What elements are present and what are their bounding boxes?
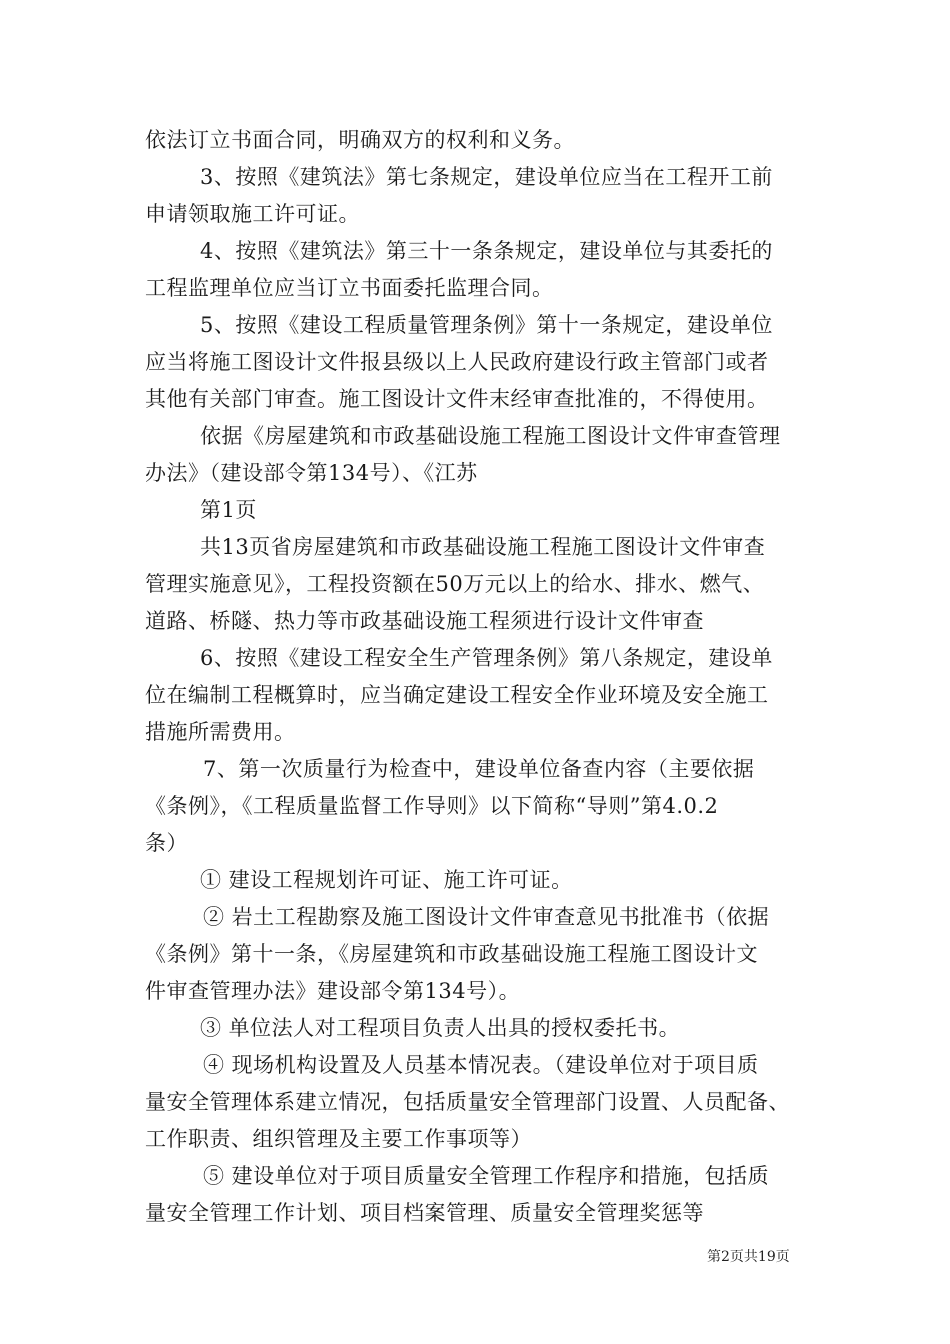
text-line: 7、第一次质量行为检查中，建设单位备查内容（主要依据 [203,757,755,781]
text-line: 措施所需费用。 [145,720,296,744]
text-line: 道路、桥隧、热力等市政基础设施工程须进行设计文件审查 [145,609,704,633]
text-line: 依法订立书面合同，明确双方的权利和义务。 [145,128,575,152]
text-line: 量安全管理体系建立情况，包括质量安全管理部门设置、人员配备、 [145,1090,790,1114]
text-line: 条） [145,831,188,855]
text-line: 工程监理单位应当订立书面委托监理合同。 [145,276,554,300]
text-line: 5、按照《建设工程质量管理条例》第十一条规定，建设单位 [200,313,773,337]
page-footer: 第2页共19页 [707,1249,790,1265]
text-line: 件审查管理办法》建设部令第134号）。 [145,979,521,1003]
text-line: 应当将施工图设计文件报县级以上人民政府建设行政主管部门或者 [145,350,769,374]
list-item: ⑤ 建设单位对于项目质量安全管理工作程序和措施，包括质 [203,1164,770,1188]
list-item: ② 岩土工程勘察及施工图设计文件审查意见书批准书（依据 [203,905,770,929]
list-item: ③ 单位法人对工程项目负责人出具的授权委托书。 [200,1016,681,1040]
inline-page-marker: 第1页 [200,498,257,522]
text-line: 申请领取施工许可证。 [145,202,360,226]
text-line: 办法》（建设部令第134号）、《江苏 [145,461,478,485]
text-line: 4、按照《建筑法》第三十一条条规定，建设单位与其委托的 [200,239,773,263]
text-line: 位在编制工程概算时，应当确定建设工程安全作业环境及安全施工 [145,683,769,707]
text-line: 依据《房屋建筑和市政基础设施工程施工图设计文件审查管理 [200,424,781,448]
text-line: 其他有关部门审查。施工图设计文件末经审查批准的，不得使用。 [145,387,769,411]
list-item: ④ 现场机构设置及人员基本情况表。（建设单位对于项目质 [203,1053,759,1077]
text-line: 《条例》第十一条，《房屋建筑和市政基础设施工程施工图设计文 [145,942,758,966]
text-line: 6、按照《建设工程安全生产管理条例》第八条规定，建设单 [200,646,773,670]
text-line: 3、按照《建筑法》第七条规定，建设单位应当在工程开工前 [200,165,773,189]
text-line: 管理实施意见》，工程投资额在50万元以上的给水、排水、燃气、 [145,572,765,596]
text-line: 《条例》，《工程质量监督工作导则》以下简称“导则”第4.0.2 [145,794,719,818]
text-line: 量安全管理工作计划、项目档案管理、质量安全管理奖惩等 [145,1201,704,1225]
text-line: 共13页省房屋建筑和市政基础设施工程施工图设计文件审查 [200,535,766,559]
text-line: 工作职责、组织管理及主要工作事项等） [145,1127,532,1151]
list-item: ① 建设工程规划许可证、施工许可证。 [200,868,573,892]
